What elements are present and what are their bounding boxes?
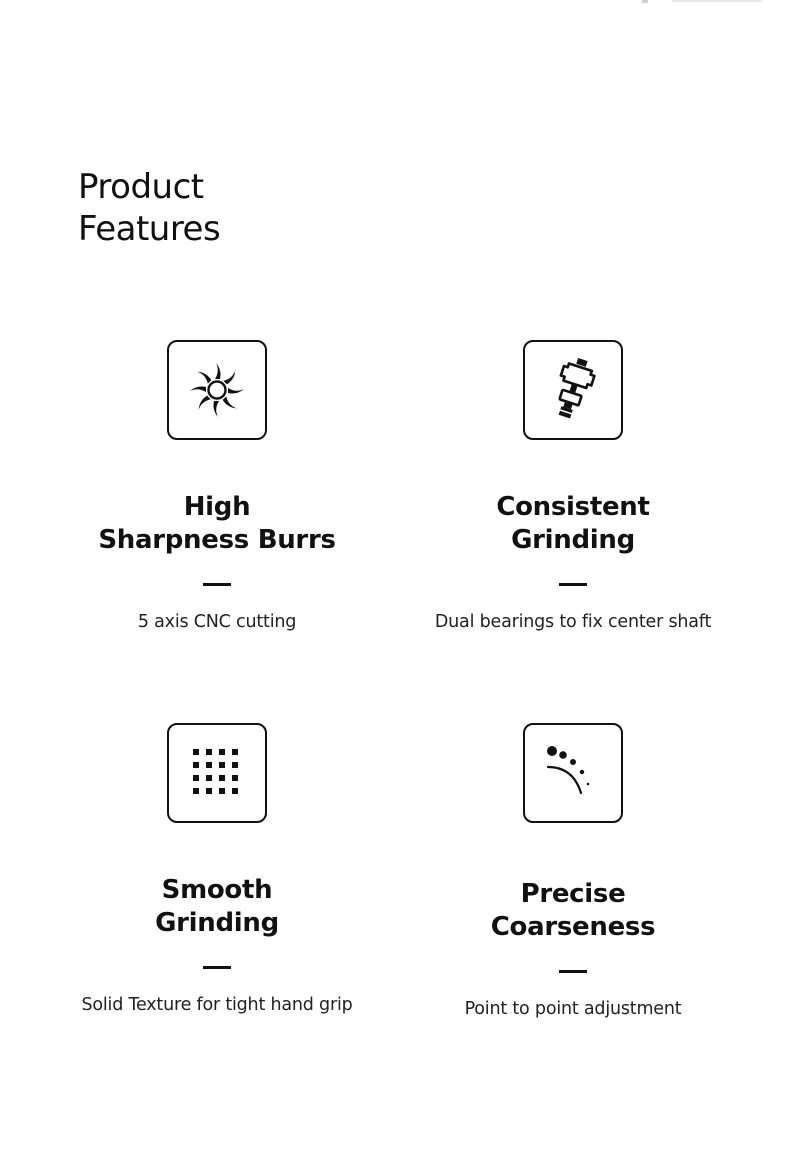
feature-title xyxy=(393,491,753,557)
feature-card-smooth-grinding xyxy=(37,723,397,1017)
feature-description: Dual bearings to fix center shaft xyxy=(434,612,712,632)
feature-icon-box xyxy=(523,723,623,823)
feature-title-line-2: Grinding xyxy=(155,908,279,938)
page-title-line-2: Features xyxy=(78,209,221,249)
dot-grid-icon xyxy=(191,747,243,799)
feature-icon-box xyxy=(167,723,267,823)
feature-divider xyxy=(559,970,587,973)
coarseness-dots-icon xyxy=(543,743,603,803)
feature-description: Solid Texture for tight hand grip xyxy=(81,995,353,1015)
feature-icon-box xyxy=(167,340,267,440)
feature-icon-box xyxy=(523,340,623,440)
feature-title-line-1: Smooth xyxy=(161,875,273,905)
feature-title-line-1: Consistent xyxy=(496,492,650,522)
feature-card-consistent-grinding xyxy=(393,340,753,634)
feature-card-high-sharpness-burrs xyxy=(37,340,397,634)
feature-title-line-2: Coarseness xyxy=(490,912,656,942)
bearing-shaft-icon xyxy=(543,355,603,425)
feature-title xyxy=(37,491,397,557)
feature-title-line-2: Sharpness Burrs xyxy=(98,525,336,555)
feature-title-line-1: Precise xyxy=(520,879,626,909)
feature-title xyxy=(37,874,397,940)
feature-card-precise-coarseness xyxy=(393,723,753,1021)
feature-divider xyxy=(203,966,231,969)
page-title-line-1: Product xyxy=(78,167,204,207)
feature-description: Point to point adjustment xyxy=(464,999,682,1019)
feature-title-line-1: High xyxy=(183,492,251,522)
feature-description: 5 axis CNC cutting xyxy=(137,612,297,632)
sun-gear-icon xyxy=(187,360,247,420)
feature-title xyxy=(393,878,753,944)
feature-divider xyxy=(203,583,231,586)
cropped-top-mark xyxy=(642,0,772,4)
page-title xyxy=(78,166,220,250)
feature-title-line-2: Grinding xyxy=(511,525,635,555)
feature-divider xyxy=(559,583,587,586)
